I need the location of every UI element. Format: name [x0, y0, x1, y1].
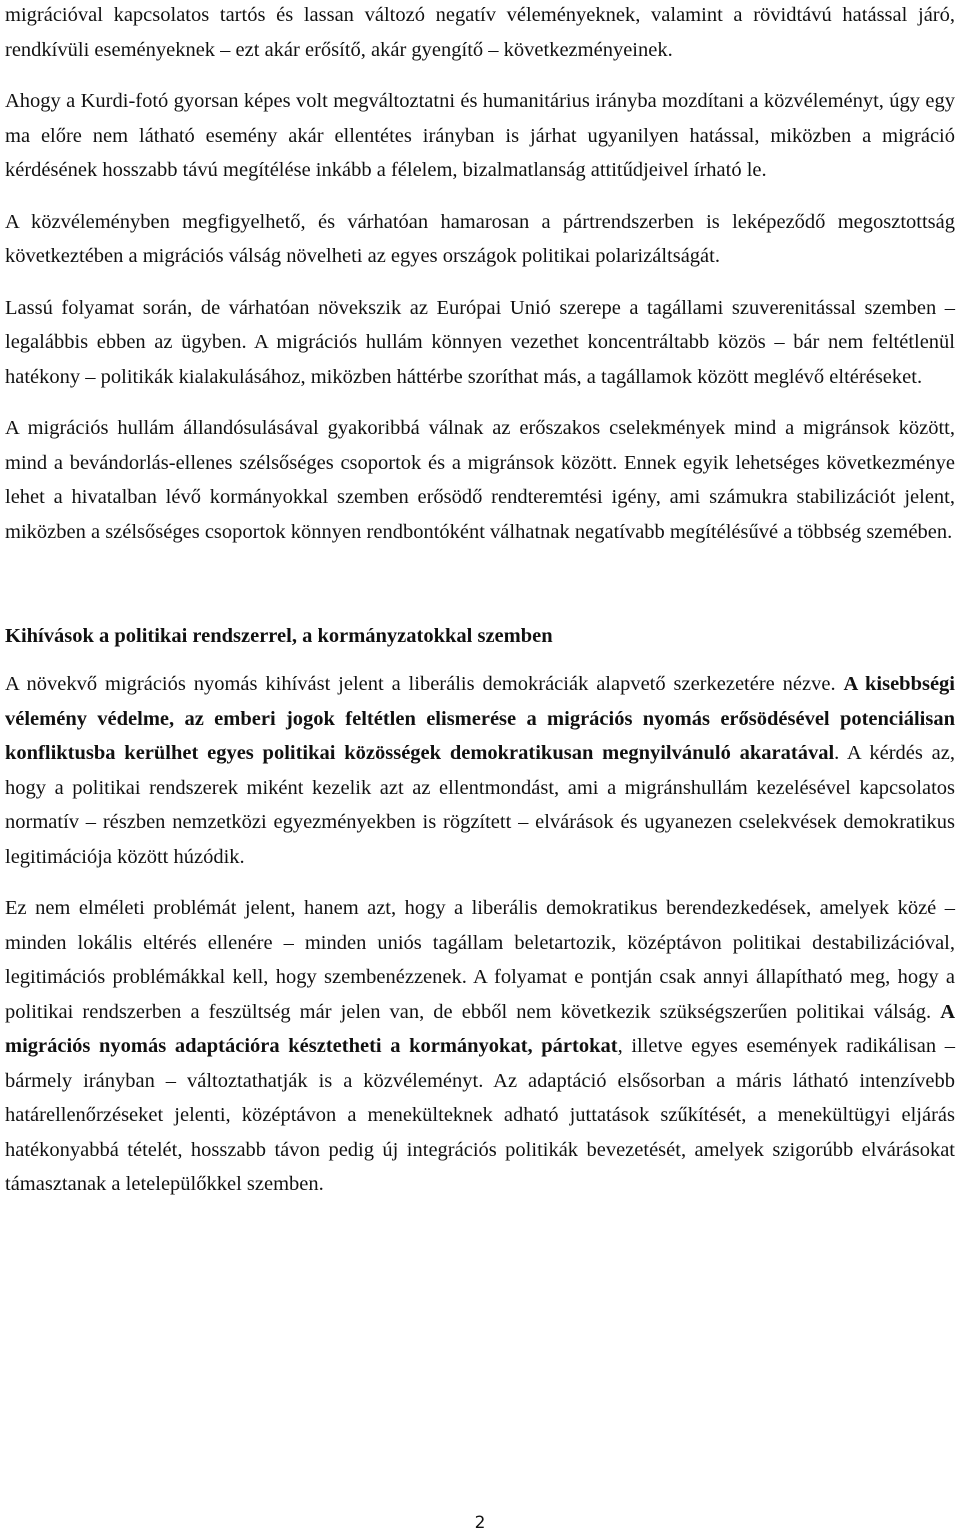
section-paragraph-1 [5, 667, 955, 874]
body-paragraph-1: migrációval kapcsolatos tartós és lassan változó negatív véleményeknek, valamint a rövidtávú hatással járó, rendkívüli eseményeknek – ezt akár erősítő, akár gyengítő – következményeinek. [5, 4, 955, 61]
section-paragraph-1-text-a: A növekvő migrációs nyomás kihívást jelent a liberális demokráciák alapvető szerkezetére nézve. [5, 673, 844, 695]
section-paragraph-2-bold: A migrációs nyomás adaptációra késztetheti a kormányokat, pártokat [5, 1000, 955, 1057]
section-paragraph-1-bold: A kisebbségi vélemény védelme, az emberi jogok feltétlen elismerése a migrációs nyomás erősödésével potenciálisan konfliktusba kerülhet egyes politikai közösségek demokratikusan megnyilvánuló akaratával [5, 673, 955, 764]
section-paragraph-2 [5, 891, 955, 1202]
body-paragraph-5: A migrációs hullám állandósulásával gyakoribbá válnak az erőszakos cselekmények mind a migránsok között, mind a bevándorlás-ellenes szélsőséges csoportok és a migránsok között. Ennek egyik lehetséges következménye lehet a hivatalban lévő kormányokkal szemben erősödő rendteremtési igény, ami számukra stabilizációt jelent, miközben a szélsőséges csoportok könnyen rendbontóként válhatnak negatívabb megítélésűvé a többség szemében. [5, 417, 955, 543]
section-paragraph-1-text-b: . A kérdés az, hogy a politikai rendszerek miként kezelik azt az ellentmondást, ami a migránshullám kezelésével kapcsolatos normatív – részben nemzetközi egyezményekben is rögzített – elvárások és ugyanezen cselekvések demokratikus legitimációja között húzódik. [5, 742, 955, 868]
body-paragraph-3: A közvéleményben megfigyelhető, és várhatóan hamarosan a pártrendszerben is leképeződő megosztottság következtében a migrációs válság növelheti az egyes országok politikai polarizáltságát. [5, 210, 955, 267]
document-page [5, 0, 955, 1219]
body-paragraph-4: Lassú folyamat során, de várhatóan növekszik az Európai Unió szerepe a tagállami szuverenitással szemben – legalábbis ebben az ügyben. A migrációs hullám könnyen vezethet koncentráltabb közös – bár nem feltétlenül hatékony – politikák kialakulásához, miközben háttérbe szoríthat más, a tagállamok között meglévő eltéréseket. [5, 296, 955, 388]
section-heading: Kihívások a politikai rendszerrel, a kormányzatokkal szemben [5, 625, 553, 647]
body-paragraph-2: Ahogy a Kurdi-fotó gyorsan képes volt megváltoztatni és humanitárius irányba mozdítani a közvéleményt, úgy egy ma előre nem látható esemény akár ellentétes irányban is járhat ugyanilyen hatással, miközben a migráció kérdésének hosszabb távú megítélése inkább a félelem, bizalmatlanság attitűdjeivel írható le. [5, 90, 955, 181]
section-paragraph-2-text-a: Ez nem elméleti problémát jelent, hanem azt, hogy a liberális demokratikus berendezkedések, amelyek közé – minden lokális eltérés ellenére – minden uniós tagállam beletartozik, középtávon politikai destabilizációval, legitimációs problémákkal kell, hogy szembenézzenek. A folyamat e pontján csak annyi állapítható meg, hogy a politikai rendszerben a feszültség már jelen van, de ebből nem következik szükségszerűen politikai válság. [5, 897, 955, 1023]
page-number: 2 [474, 1513, 486, 1533]
section-paragraph-2-text-b: , illetve egyes események radikálisan – bármely irányban – változtathatják is a közvéleményt. Az adaptáció elsősorban a máris látható intenzívebb határellenőrzéseket jelenti, középtávon a menekülteknek adható juttatások szűkítését, a menekültügyi eljárás hatékonyabbá tételét, hosszabb távon pedig új integrációs politikák bevezetését, amelyek szigorúbb elvárásokat támasztanak a letelepülőkkel szemben. [5, 1035, 955, 1195]
